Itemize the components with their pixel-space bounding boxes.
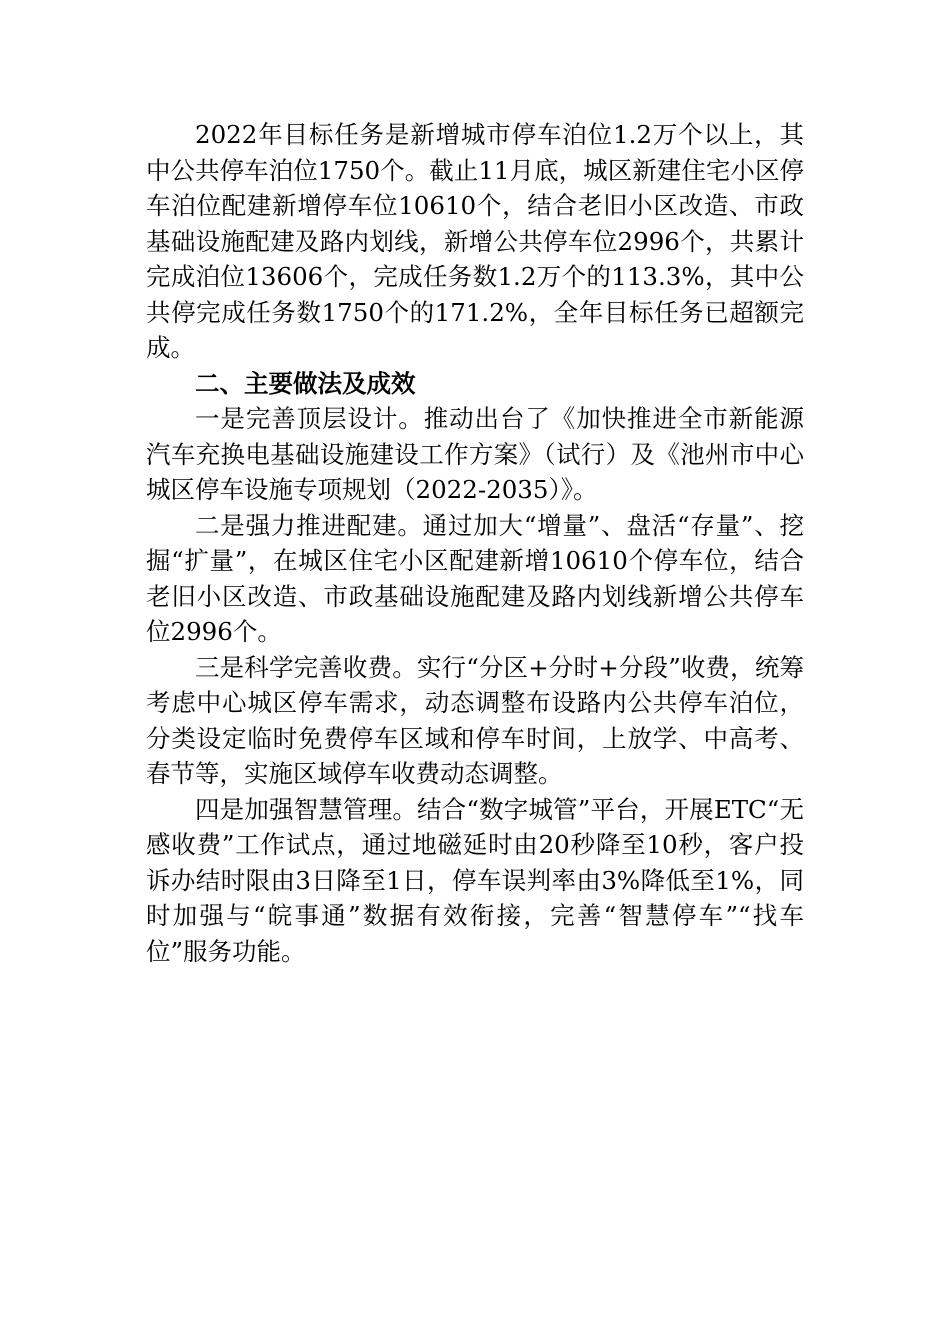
measure-paragraph-2: 二是强力推进配建。通过加大“增量”、盘活“存量”、挖掘“扩量”，在城区住宅小区配建新增10610个停车位，结合老旧小区改造、市政基础设施配建及路内划线新增公共停车位2996个。 xyxy=(146,510,804,646)
document-page xyxy=(146,117,804,969)
intro-paragraph: 2022年目标任务是新增城市停车泊位1.2万个以上，其中公共停车泊位1750个。截止11月底，城区新建住宅小区停车泊位配建新增停车位10610个，结合老旧小区改造、市政基础设施配建及路内划线，新增公共停车位2996个，共累计完成泊位13606个，完成任务数1.2万个的113.3%，其中公共停完成任务数1750个的171.2%，全年目标任务已超额完成。 xyxy=(146,120,804,362)
measure-paragraph-1: 一是完善顶层设计。推动出台了《加快推进全市新能源汽车充换电基础设施建设工作方案》（试行）及《池州市中心城区停车设施专项规划（2022-2035）》。 xyxy=(146,404,804,504)
section-heading: 二、主要做法及成效 xyxy=(195,368,416,398)
measure-paragraph-3: 三是科学完善收费。实行“分区+分时+分段”收费，统筹考虑中心城区停车需求，动态调整布设路内公共停车泊位，分类设定临时免费停车区域和停车时间，上放学、中高考、春节等，实施区域停车收费动态调整。 xyxy=(146,652,804,788)
measure-paragraph-4: 四是加强智慧管理。结合“数字城管”平台，开展ETC“无感收费”工作试点，通过地磁延时由20秒降至10秒，客户投诉办结时限由3日降至1日，停车误判率由3%降低至1%，同时加强与“皖事通”数据有效衔接，完善“智慧停车”“找车位”服务功能。 xyxy=(146,794,804,966)
